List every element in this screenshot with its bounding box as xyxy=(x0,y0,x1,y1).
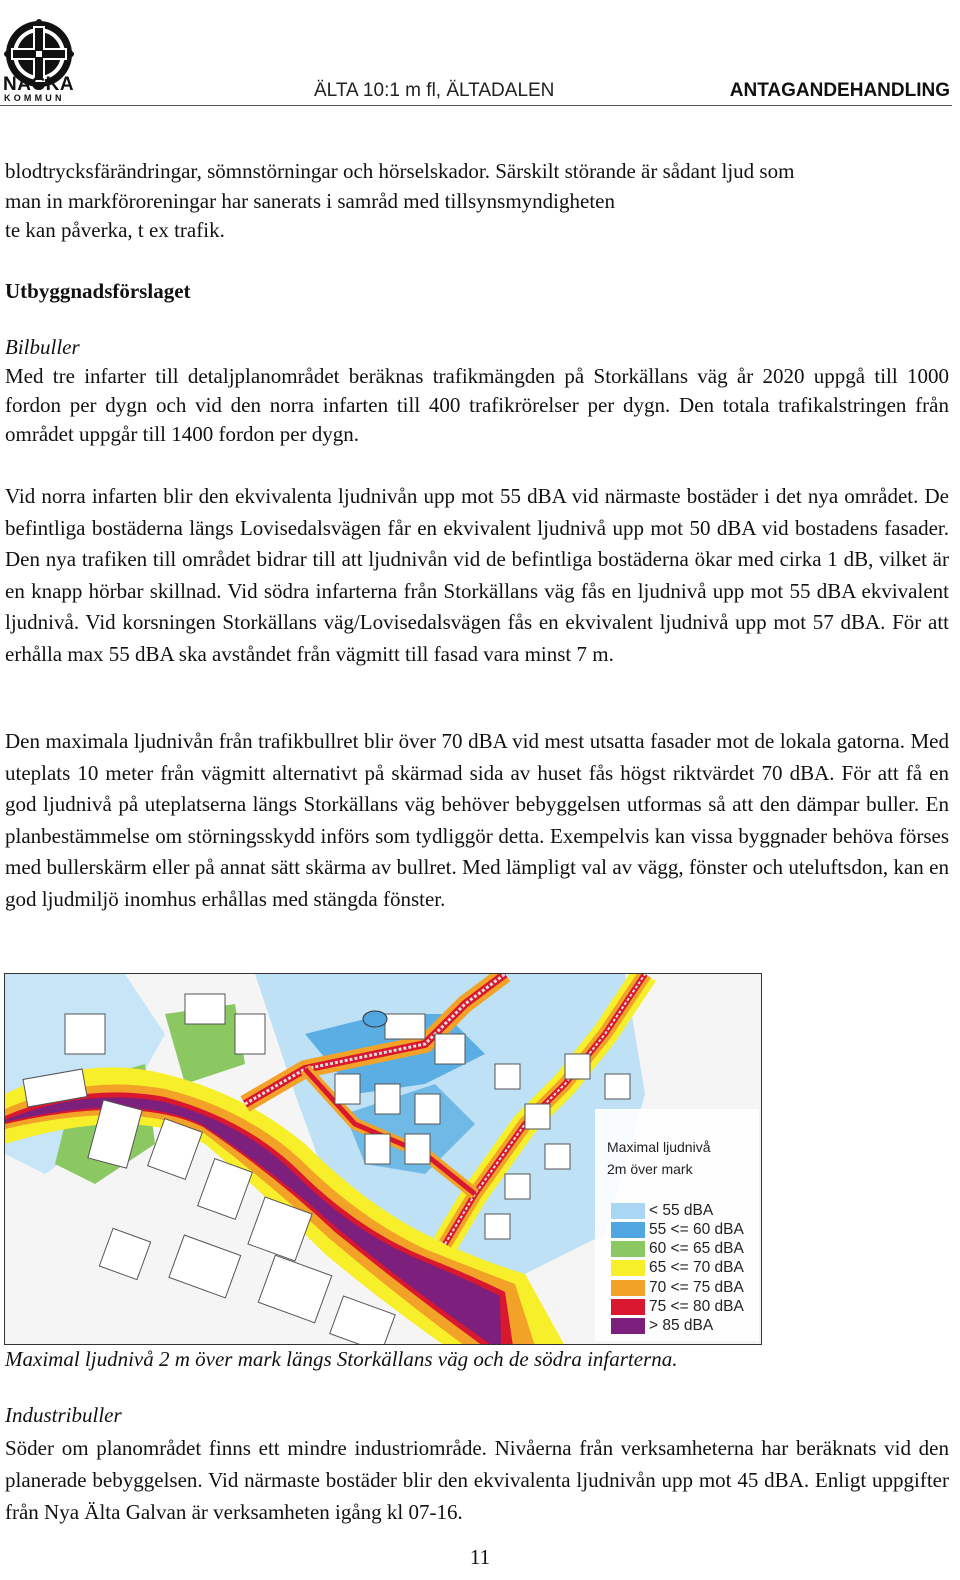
logo-subtext: KOMMUN xyxy=(4,93,65,103)
legend-item xyxy=(611,1203,751,1220)
legend-item xyxy=(611,1241,751,1258)
paragraph-max-noise: Den maximala ljudnivån från trafikbullret blir över 70 dBA vid mest utsatta fasader mot de lokala gatorna. Med uteplats 10 meter från vägmitt alternativt på skärmad sida av huset fås högst riktvärdet 70 dBA. För att få en god ljudnivå på uteplatserna längs Storkällans väg behöver bebyggelsen utformas så att den dämpar buller. En planbestämmelse om störningsskydd införs som tydliggör detta. Exempelvis kan vissa byggnader behöva förses med bullerskärm eller på annat sätt skärma av bullret. Med lämpligt val av vägg, fönster och uteluftsdon, kan en god ljudmiljö inomhus erhållas med stängda fönster. xyxy=(5,729,949,911)
legend-label: 75 <= 80 dBA xyxy=(649,1298,744,1315)
legend-swatch xyxy=(611,1203,645,1219)
legend-label: 60 <= 65 dBA xyxy=(649,1240,744,1257)
legend-item xyxy=(611,1280,751,1297)
document-status: ANTAGANDEHANDLING xyxy=(729,80,950,101)
legend-item xyxy=(611,1222,751,1239)
legend-title: Maximal ljudnivå xyxy=(607,1139,711,1155)
legend-subtitle: 2m över mark xyxy=(607,1161,693,1177)
paragraph-industry: Söder om planområdet finns ett mindre industriområde. Nivåerna från verksamheterna har beräknats vid den planerade bebyggelsen. Vid närmaste bostäder blir den ekvivalenta ljudnivån upp mot 45 dBA. Enligt uppgifter från Nya Älta Galvan är verksamheten igång kl 07-16. xyxy=(5,1436,949,1524)
noise-map-figure xyxy=(4,973,762,1345)
subheading-industribuller: Industribuller xyxy=(5,1403,122,1427)
legend-swatch xyxy=(611,1241,645,1257)
legend-label: > 85 dBA xyxy=(649,1317,714,1334)
legend-swatch xyxy=(611,1280,645,1296)
intro-line: man in markföroreningar har sanerats i samråd med tillsynsmyndigheten xyxy=(5,188,615,213)
logo-wordmark: NACKA xyxy=(3,74,75,95)
header-divider xyxy=(0,105,952,106)
legend-label: 65 <= 70 dBA xyxy=(649,1259,744,1276)
subheading-bilbuller: Bilbuller xyxy=(5,335,80,359)
intro-paragraph xyxy=(5,157,949,246)
legend-item xyxy=(611,1318,751,1335)
paragraph-traffic: Med tre infarter till detaljplanområdet beräknas trafikmängden på Storkällans väg år 2020 uppgå till 1000 fordon per dygn och vid den norra infarten till 400 trafikrörelser per dygn. Den totala trafikalstringen från området uppgår till 1400 fordon per dygn. xyxy=(5,364,949,446)
legend-swatch xyxy=(611,1299,645,1315)
legend-swatch xyxy=(611,1222,645,1238)
page-header xyxy=(0,0,960,110)
paragraph-equivalent-noise: Vid norra infarten blir den ekvivalenta ljudnivån upp mot 55 dBA vid närmaste bostäder i det nya området. De befintliga bostäderna längs Lovisedalsvägen får en ekvivalent ljudnivå upp mot 50 dBA vid bostadens fasader. Den nya trafiken till området bidrar till att ljudnivån vid de befintliga bostäderna ökar med cirka 1 dB, vilket är en knapp hörbar skillnad. Vid södra infarterna från Storkällans väg fås en ljudnivå upp mot 55 dBA ekvivalent ljudnivå. Vid korsningen Storkällans väg/Lovisedalsvägen fås en ekvivalent ljudnivå upp mot 57 dBA. För att erhålla max 55 dBA ska avståndet från vägmitt till fasad vara minst 7 m. xyxy=(5,484,949,666)
legend-item xyxy=(611,1260,751,1277)
figure-caption: Maximal ljudnivå 2 m över mark längs Storkällans väg och de södra infarterna. xyxy=(5,1347,678,1371)
legend-label: 70 <= 75 dBA xyxy=(649,1279,744,1296)
intro-line: blodtrycksfärändringar, sömnstörningar och hörselskador. Särskilt störande är sådant ljud som xyxy=(5,159,795,183)
map-legend xyxy=(595,1109,759,1341)
document-title: ÄLTA 10:1 m fl, ÄLTADALEN xyxy=(314,80,555,101)
legend-swatch xyxy=(611,1318,645,1334)
legend-item xyxy=(611,1299,751,1316)
legend-label: < 55 dBA xyxy=(649,1202,714,1219)
legend-label: 55 <= 60 dBA xyxy=(649,1221,744,1238)
intro-line: te kan påverka, t ex trafik. xyxy=(5,218,225,242)
legend-swatch xyxy=(611,1260,645,1276)
section-heading: Utbyggnadsförslaget xyxy=(5,279,191,303)
page-number: 11 xyxy=(469,1545,491,1569)
